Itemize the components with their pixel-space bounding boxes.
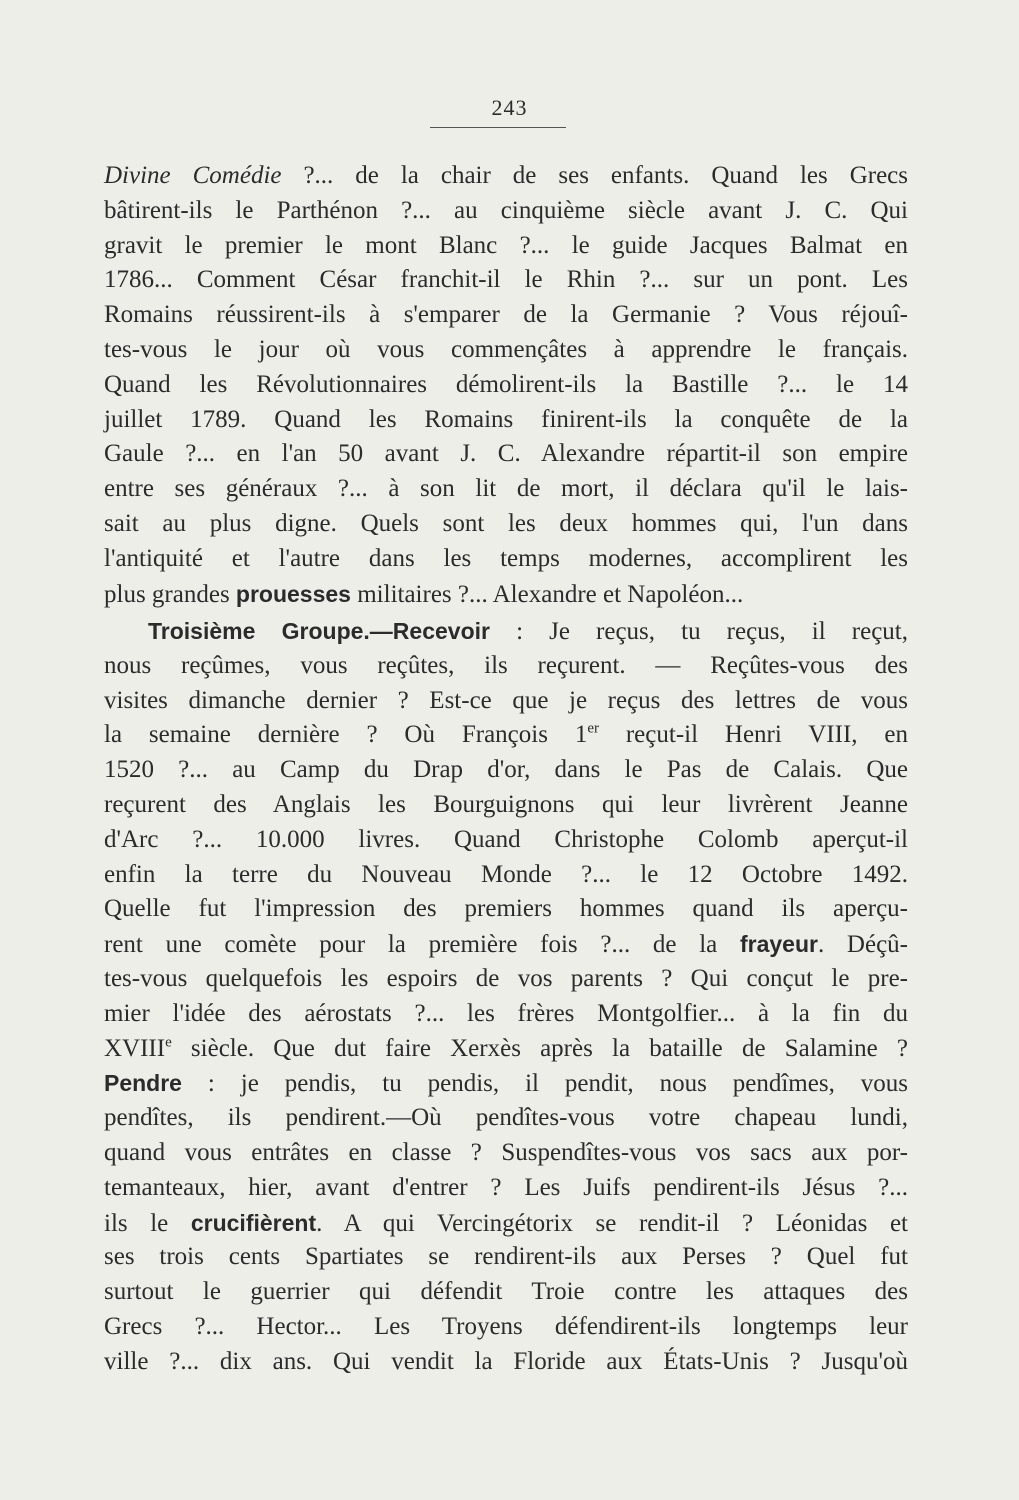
text-line: ses trois cents Spartiates se rendirent-ils aux Perses ? Quel fut <box>104 1243 908 1271</box>
header-rule <box>430 127 566 128</box>
text-line: XVIIIe siècle. Que dut faire Xerxès après la bataille de Salamine ? <box>104 1034 908 1062</box>
text-line: bâtirent-ils le Parthénon ?... au cinquième siècle avant J. C. Qui <box>104 196 908 224</box>
text-line: nous reçûmes, vous reçûtes, ils reçurent. — Reçûtes-vous des <box>104 651 908 679</box>
text-line: gravit le premier le mont Blanc ?... le guide Jacques Balmat en <box>104 231 908 259</box>
text-line: Quelle fut l'impression des premiers hommes quand ils aperçu- <box>104 895 908 923</box>
text-line: mier l'idée des aérostats ?... les frères Montgolfier... à la fin du <box>104 999 908 1027</box>
text-line: Romains réussirent-ils à s'emparer de la Germanie ? Vous réjouî- <box>104 301 908 329</box>
text-line: enfin la terre du Nouveau Monde ?... le 12 Octobre 1492. <box>104 860 908 888</box>
text-line: Divine Comédie ?... de la chair de ses enfants. Quand les Grecs <box>104 162 908 189</box>
text-line: tes-vous le jour où vous commençâtes à apprendre le français. <box>104 336 908 363</box>
text-line: Quand les Révolutionnaires démolirent-ils la Bastille ?... le 14 <box>104 370 908 398</box>
text-line: plus grandes prouesses militaires ?... Alexandre et Napoléon... <box>104 580 744 608</box>
text-line: ville ?... dix ans. Qui vendit la Floride aux États-Unis ? Jusqu'où <box>104 1347 908 1375</box>
text-line: Gaule ?... en l'an 50 avant J. C. Alexandre répartit-il son empire <box>104 440 908 468</box>
text-line: Grecs ?... Hector... Les Troyens défendirent-ils longtemps leur <box>104 1313 908 1340</box>
text-line: visites dimanche dernier ? Est-ce que je reçus des lettres de vous <box>104 686 908 714</box>
text-line: rent une comète pour la première fois ?... de la frayeur. Déçû- <box>104 931 909 959</box>
text-line: l'antiquité et l'autre dans les temps modernes, accomplirent les <box>104 544 908 572</box>
text-line: sait au plus digne. Quels sont les deux hommes qui, l'un dans <box>104 510 908 537</box>
text-line: tes-vous quelquefois les espoirs de vos parents ? Qui conçut le pre- <box>104 965 908 992</box>
text-line: Troisième Groupe.—Recevoir : Je reçus, tu reçus, il reçut, <box>148 618 908 645</box>
text-line: ils le crucifièrent. A qui Vercingétorix se rendit-il ? Léonidas et <box>104 1209 909 1237</box>
text-line: 1786... Comment César franchit-il le Rhin ?... sur un pont. Les <box>104 266 908 294</box>
text-line: reçurent des Anglais les Bourguignons qui leur livrèrent Jeanne <box>104 791 908 818</box>
text-line: d'Arc ?... 10.000 livres. Quand Christophe Colomb aperçut-il <box>104 825 908 853</box>
page-number: 243 <box>491 95 528 120</box>
text-line: pendîtes, ils pendirent.—Où pendîtes-vous votre chapeau lundi, <box>104 1104 908 1132</box>
text-line: surtout le guerrier qui défendit Troie contre les attaques des <box>104 1278 908 1306</box>
text-line: temanteaux, hier, avant d'entrer ? Les Juifs pendirent-ils Jésus ?... <box>104 1173 908 1201</box>
text-line: quand vous entrâtes en classe ? Suspendîtes-vous vos sacs aux por- <box>104 1139 908 1166</box>
text-line: juillet 1789. Quand les Romains finirent-ils la conquête de la <box>104 405 908 433</box>
text-line: Pendre : je pendis, tu pendis, il pendit, nous pendîmes, vous <box>104 1070 908 1098</box>
text-line: la semaine dernière ? Où François 1er reçut-il Henri VIII, en <box>104 721 908 749</box>
text-line: entre ses généraux ?... à son lit de mort, il déclara qu'il le lais- <box>104 475 908 503</box>
text-line: 1520 ?... au Camp du Drap d'or, dans le Pas de Calais. Que <box>104 756 908 784</box>
